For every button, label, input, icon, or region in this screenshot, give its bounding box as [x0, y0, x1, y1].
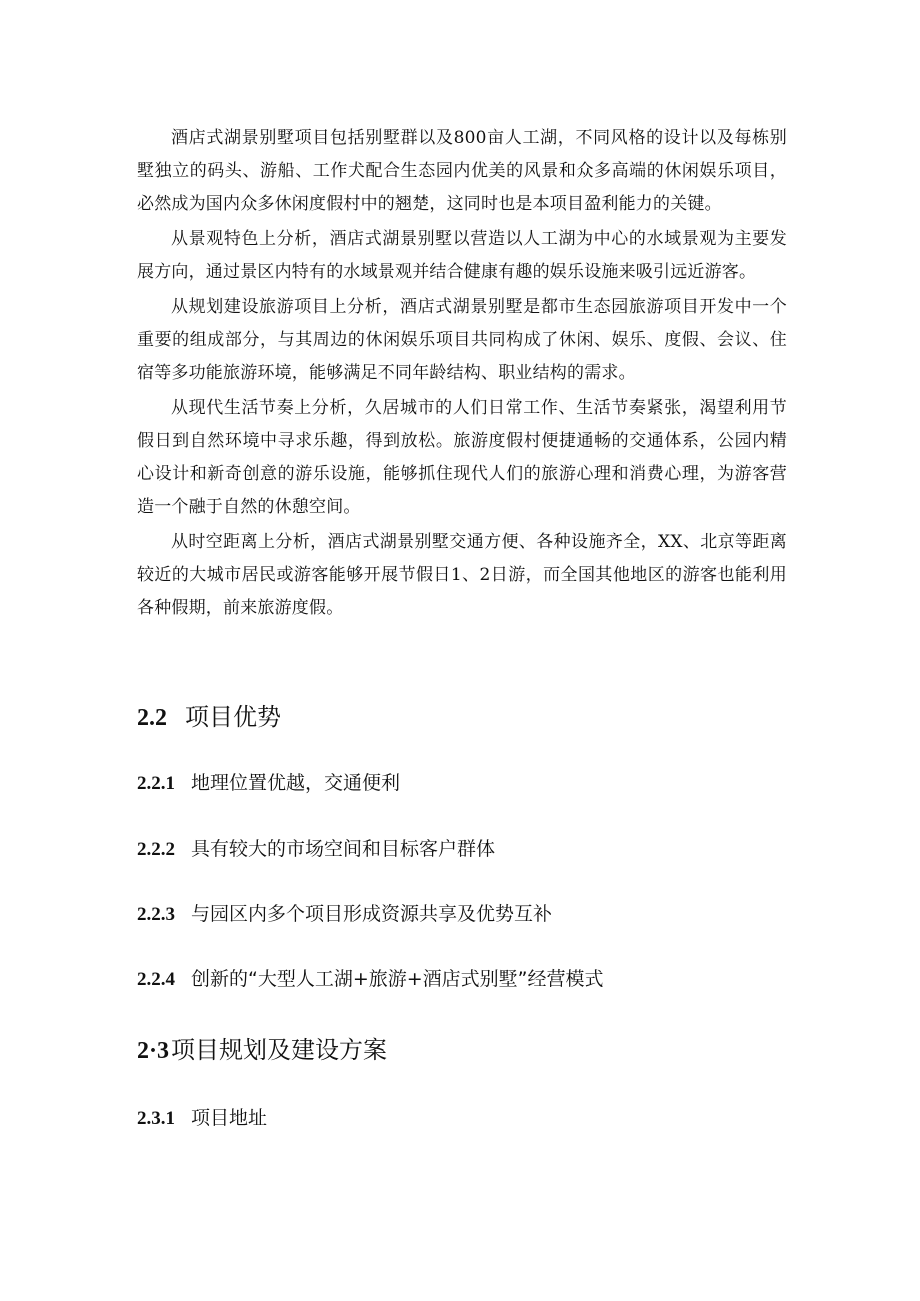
section-heading-2-3-1 [137, 1105, 267, 1132]
body-text [137, 122, 787, 627]
section-heading-2-2-2 [137, 836, 495, 863]
section-heading-2-2-4 [137, 966, 604, 993]
paragraph-planning: 从规划建设旅游项目上分析，酒店式湖景别墅是都市生态园旅游项目开发中一个重要的组成部分，与其周边的休闲娱乐项目共同构成了休闲、娱乐、度假、会议、住宿等多功能旅游环境，能够满足不同年龄结构、职业结构的需求。 [137, 297, 787, 383]
section-heading-2-3 [137, 1035, 387, 1066]
section-title: 地理位置优越，交通便利 [191, 772, 401, 794]
section-title: 创新的“大型人工湖+旅游+酒店式别墅”经营模式 [191, 968, 604, 990]
section-title: 与园区内多个项目形成资源共享及优势互补 [191, 903, 553, 925]
section-number: 2.2 [137, 705, 167, 731]
section-number: 2.2.2 [137, 839, 175, 860]
section-heading-2-2 [137, 702, 281, 733]
section-heading-2-2-3 [137, 901, 552, 928]
section-number: 2.2.1 [137, 773, 175, 794]
section-number: 2.2.3 [137, 904, 175, 925]
section-number: 2.3.1 [137, 1108, 175, 1129]
section-title: 项目规划及建设方案 [171, 1036, 388, 1064]
paragraph-landscape: 从景观特色上分析，酒店式湖景别墅以营造以人工湖为中心的水域景观为主要发展方向，通过景区内特有的水域景观并结合健康有趣的娱乐设施来吸引远近游客。 [137, 229, 787, 282]
paragraph-villa-overview: 酒店式湖景别墅项目包括别墅群以及800亩人工湖，不同风格的设计以及每栋别墅独立的码头、游船、工作犬配合生态园内优美的风景和众多高端的休闲娱乐项目，必然成为国内众多休闲度假村中的翘楚，这同时也是本项目盈利能力的关键。 [137, 128, 787, 214]
paragraph-distance: 从时空距离上分析，酒店式湖景别墅交通方便、各种设施齐全，XX、北京等距离较近的大城市居民或游客能够开展节假日1、2日游，而全国其他地区的游客也能利用各种假期，前来旅游度假。 [137, 532, 787, 618]
section-title: 具有较大的市场空间和目标客户群体 [191, 838, 496, 860]
section-heading-2-2-1 [137, 770, 400, 797]
section-number: 2·3 [137, 1038, 170, 1064]
section-number: 2.2.4 [137, 969, 175, 990]
section-title: 项目地址 [191, 1107, 268, 1129]
section-title: 项目优势 [185, 703, 281, 731]
paragraph-modern-life: 从现代生活节奏上分析，久居城市的人们日常工作、生活节奏紧张，渴望利用节假日到自然环境中寻求乐趣，得到放松。旅游度假村便捷通畅的交通体系，公园内精心设计和新奇创意的游乐设施，能够抓住现代人们的旅游心理和消费心理，为游客营造一个融于自然的休憩空间。 [137, 398, 787, 517]
